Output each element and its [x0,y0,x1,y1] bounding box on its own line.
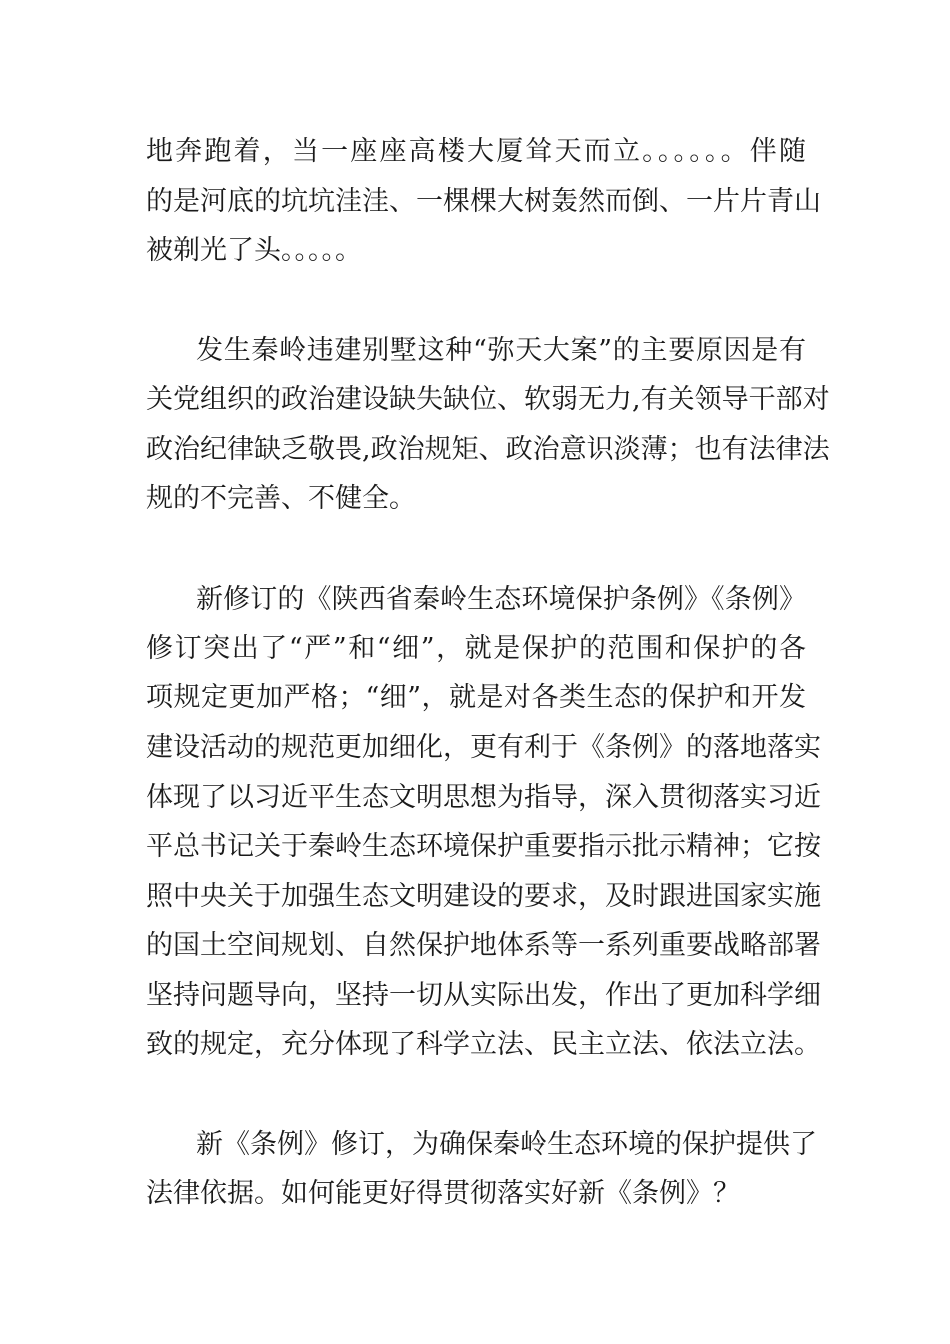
paragraph-2-line-3: 政治纪律缺乏敬畏,政治规矩、政治意识淡薄；也有法律法 [146,434,830,465]
paragraph-1-line-2: 的是河底的坑坑洼洼、一棵棵大树轰然而倒、一片片青山 [146,186,821,217]
paragraph-3-line-1: 新修订的《陕西省秦岭生态环境保护条例》《条例》 [196,584,806,615]
paragraph-3-line-10: 致的规定，充分体现了科学立法、民主立法、依法立法。 [146,1029,821,1060]
paragraph-3-line-2: 修订突出了“严”和“细”，就是保护的范围和保护的各 [146,633,806,664]
paragraph-2-line-4: 规的不完善、不健全。 [146,483,416,514]
paragraph-3-line-9: 坚持问题导向，坚持一切从实际出发，作出了更加科学细 [146,980,821,1011]
paragraph-3-line-6: 平总书记关于秦岭生态环境保护重要指示批示精神；它按 [146,831,821,862]
paragraph-3-line-5: 体现了以习近平生态文明思想为指导，深入贯彻落实习近 [146,782,821,813]
paragraph-1-line-3: 被剃光了头。。。。。 [146,235,362,266]
paragraph-3-line-4: 建设活动的规范更加细化，更有利于《条例》的落地落实 [146,732,821,763]
paragraph-1-line-1: 地奔跑着，当一座座高楼大厦耸天而立。。。。。。伴随 [146,136,806,167]
paragraph-3-line-3: 项规定更加严格；“细”，就是对各类生态的保护和开发 [146,682,806,713]
paragraph-4-line-1: 新《条例》修订，为确保秦岭生态环境的保护提供了 [196,1129,817,1160]
paragraph-2-line-2: 关党组织的政治建设缺失缺位、软弱无力,有关领导干部对 [146,384,830,415]
paragraph-2-line-1: 发生秦岭违建别墅这种“弥天大案”的主要原因是有 [196,335,806,366]
paragraph-3-line-7: 照中央关于加强生态文明建设的要求，及时跟进国家实施 [146,881,821,912]
paragraph-4-line-2: 法律依据。如何能更好得贯彻落实好新《条例》？ [146,1178,740,1209]
paragraph-3-line-8: 的国土空间规划、自然保护地体系等一系列重要战略部署 [146,930,821,961]
